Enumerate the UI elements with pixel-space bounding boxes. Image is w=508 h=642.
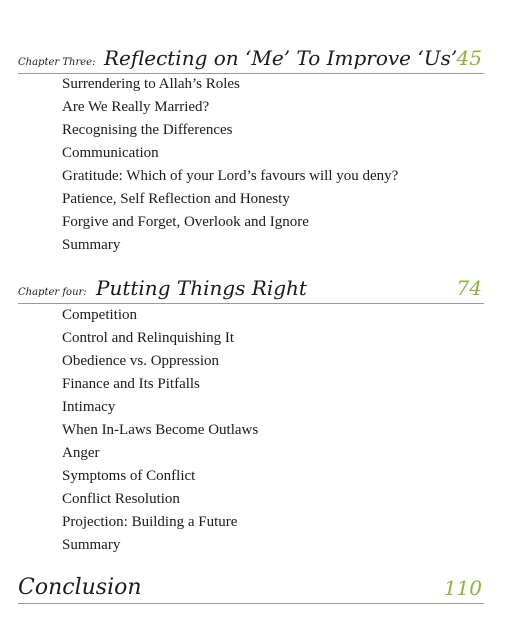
conclusion-title: Conclusion — [18, 575, 142, 600]
toc-entry: Are We Really Married? — [62, 99, 210, 115]
chapter-three-header — [18, 40, 484, 74]
chapter-three-page-number: 45 — [456, 46, 482, 70]
conclusion-divider — [18, 603, 484, 604]
toc-entry: Forgive and Forget, Overlook and Ignore — [62, 214, 309, 230]
toc-entry: Summary — [62, 237, 121, 253]
chapter-four-title: Putting Things Right — [96, 276, 307, 300]
toc-entry: Obedience vs. Oppression — [62, 353, 220, 369]
toc-entry: Anger — [62, 445, 100, 461]
chapter-three-prefix: Chapter Three: — [18, 57, 96, 68]
chapter-four-header — [18, 270, 484, 304]
toc-entry: Conflict Resolution — [62, 491, 180, 507]
toc-entry: Projection: Building a Future — [62, 514, 238, 530]
toc-entry: Gratitude: Which of your Lord’s favours will you deny? — [62, 168, 399, 184]
toc-entry: Patience, Self Reflection and Honesty — [62, 191, 290, 207]
chapter-three-title: Reflecting on ‘Me’ To Improve ‘Us’ — [104, 46, 458, 70]
toc-entry: Communication — [62, 145, 159, 161]
toc-entry: When In-Laws Become Outlaws — [62, 422, 259, 438]
toc-entry: Surrendering to Allah’s Roles — [62, 76, 240, 92]
chapter-four-section-list — [62, 304, 258, 557]
conclusion-page-number: 110 — [443, 576, 482, 600]
toc-entry: Intimacy — [62, 399, 116, 415]
conclusion-header — [18, 570, 484, 604]
toc-entry: Summary — [62, 537, 121, 553]
toc-entry: Competition — [62, 307, 137, 323]
toc-entry: Recognising the Differences — [62, 122, 233, 138]
chapter-four-prefix: Chapter four: — [18, 287, 87, 298]
toc-entry: Control and Relinquishing It — [62, 330, 235, 346]
toc-entry: Symptoms of Conflict — [62, 468, 196, 484]
toc-entry: Finance and Its Pitfalls — [62, 376, 200, 392]
chapter-three-section-list — [62, 73, 398, 257]
chapter-four-page-number: 74 — [456, 276, 482, 300]
